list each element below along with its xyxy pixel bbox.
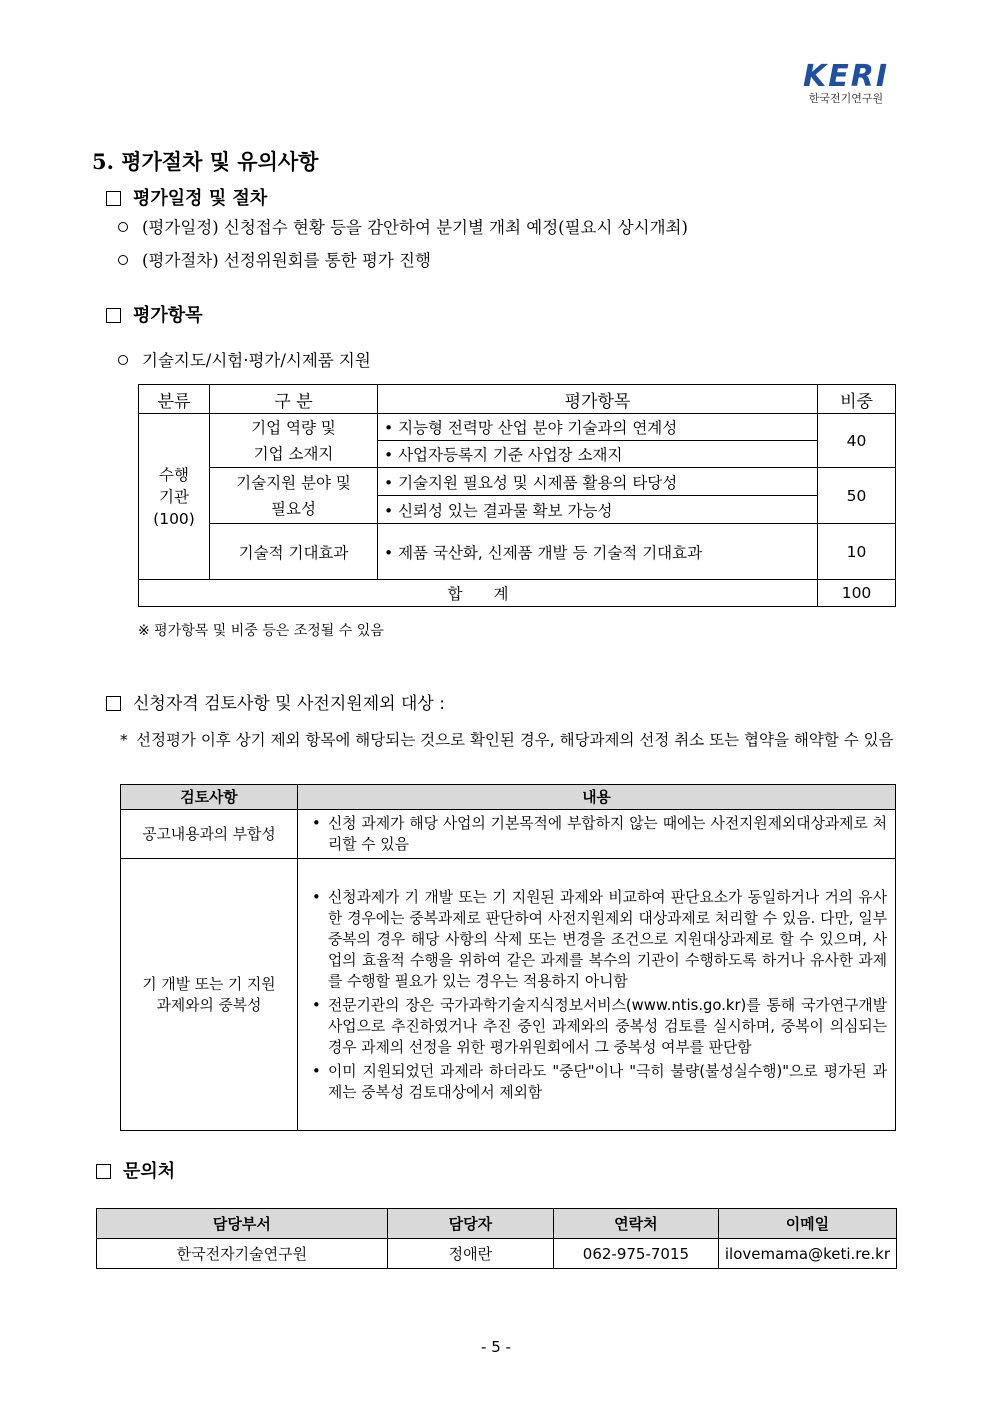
review-content — [298, 810, 896, 859]
contact-department: 한국전자기술연구원 — [97, 1239, 388, 1269]
criteria-item: • 지능형 전력망 산업 분야 기술과의 연계성 — [378, 414, 818, 441]
contact-header: 담당부서 — [97, 1209, 388, 1239]
schedule-item: (평가일정) 신청접수 현황 등을 감안하여 분기별 개최 예정(필요시 상시개최) — [118, 214, 688, 238]
contact-table — [96, 1208, 897, 1269]
criteria-item: • 신뢰성 있는 결과물 확보 가능성 — [378, 496, 818, 524]
circle-bullet-icon — [118, 255, 128, 265]
page-number: - 5 - — [481, 1338, 511, 1356]
criteria-header: 구 분 — [210, 385, 378, 414]
circle-bullet-icon — [118, 355, 128, 365]
logo-org-name: 한국전기연구원 — [808, 92, 884, 105]
contact-header: 이메일 — [718, 1209, 896, 1239]
eligibility-header: 검토사항 — [121, 785, 298, 810]
section-title: 5. 평가절차 및 유의사항 — [92, 149, 319, 174]
logo-mark: KERI — [802, 59, 889, 94]
contact-phone: 062-975-7015 — [553, 1239, 718, 1269]
eligibility-table — [120, 784, 896, 1131]
criteria-subtitle: 기술지도/시험·평가/시제품 지원 — [118, 347, 371, 371]
content-bullet: • 신청과제가 기 개발 또는 기 지원된 과제와 비교하여 판단요소가 동일하거나 거의 유사한 경우에는 중복과제로 판단하여 사전지원제외 대상과제로 처리할 수 있음. 다만, 일부 중복의 경우 해당 사항의 삭제 또는 변경을 조건으로 지원대상과제로 할 수 있으며, 사업의 효율적 수행을 위하여 같은 과제를 복수의 기관이 수행하도록 하거나 유사한 과제를 수행할 필요가 있는 경우는 적용하지 아니함 — [328, 887, 887, 992]
criteria-header: 평가항목 — [378, 385, 818, 414]
criteria-note: ※ 평가항목 및 비중 등은 조정될 수 있음 — [138, 623, 384, 639]
schedule-heading: 평가일정 및 절차 — [106, 184, 267, 210]
total-label: 합 계 — [139, 580, 818, 607]
content-bullet: • 전문기관의 장은 국가과학기술지식정보서비스(www.ntis.go.kr)를 통해 국가연구개발사업으로 추진하였거나 추진 중인 과제와의 중복성 검토를 실시하며, 중복이 의심되는 경우 과제의 선정을 위한 평가위원회에서 그 중복성 여부를 판단함 — [328, 995, 887, 1058]
category-cell: 기업 역량 및 기업 소재지 — [210, 414, 378, 468]
criteria-item: • 제품 국산화, 신제품 개발 등 기술적 기대효과 — [378, 524, 818, 580]
content-bullet: • 신청 과제가 해당 사업의 기본목적에 부합하지 않는 때에는 사전지원제외대상과제로 처리할 수 있음 — [328, 813, 887, 855]
criteria-item: • 사업자등록지 기준 사업장 소재지 — [378, 441, 818, 468]
eligibility-note: * 선정평가 이후 상기 제외 항목에 해당되는 것으로 확인된 경우, 해당과제의 선정 취소 또는 협약을 해약할 수 있음 — [120, 727, 898, 754]
schedule-item: (평가절차) 선정위원회를 통한 평가 진행 — [118, 247, 431, 271]
contact-person: 정애란 — [387, 1239, 553, 1269]
category-cell: 기술적 기대효과 — [210, 524, 378, 580]
review-item: 기 개발 또는 기 지원 과제와의 중복성 — [121, 859, 298, 1131]
contact-heading: 문의처 — [96, 1157, 175, 1183]
checkbox-square-icon — [106, 191, 121, 206]
circle-bullet-icon — [118, 222, 128, 232]
content-bullet: • 이미 지원되었던 과제라 하더라도 "중단"이나 "극히 불량(불성실수행)"으로 평가된 과제는 중복성 검토대상에서 제외함 — [328, 1061, 887, 1103]
group-label: 수행 기관 (100) — [139, 414, 210, 580]
eligibility-heading: 신청자격 검토사항 및 사전지원제외 대상 : — [106, 689, 445, 714]
review-content — [298, 859, 896, 1131]
contact-email[interactable]: ilovemama@keti.re.kr — [718, 1239, 896, 1269]
contact-header: 담당자 — [387, 1209, 553, 1239]
criteria-header: 분류 — [139, 385, 210, 414]
checkbox-square-icon — [106, 696, 121, 711]
category-cell: 기술지원 분야 및 필요성 — [210, 468, 378, 524]
weight-cell: 50 — [818, 468, 896, 524]
review-item: 공고내용과의 부합성 — [121, 810, 298, 859]
asterisk-icon: * — [120, 731, 128, 749]
criteria-heading: 평가항목 — [106, 301, 203, 327]
keri-logo — [796, 59, 896, 106]
criteria-table — [138, 384, 896, 607]
criteria-header: 비중 — [818, 385, 896, 414]
contact-header: 연락처 — [553, 1209, 718, 1239]
checkbox-square-icon — [106, 308, 121, 323]
checkbox-square-icon — [96, 1164, 111, 1179]
weight-cell: 40 — [818, 414, 896, 468]
eligibility-header: 내용 — [298, 785, 896, 810]
criteria-item: • 기술지원 필요성 및 시제품 활용의 타당성 — [378, 468, 818, 496]
total-value: 100 — [818, 580, 896, 607]
weight-cell: 10 — [818, 524, 896, 580]
